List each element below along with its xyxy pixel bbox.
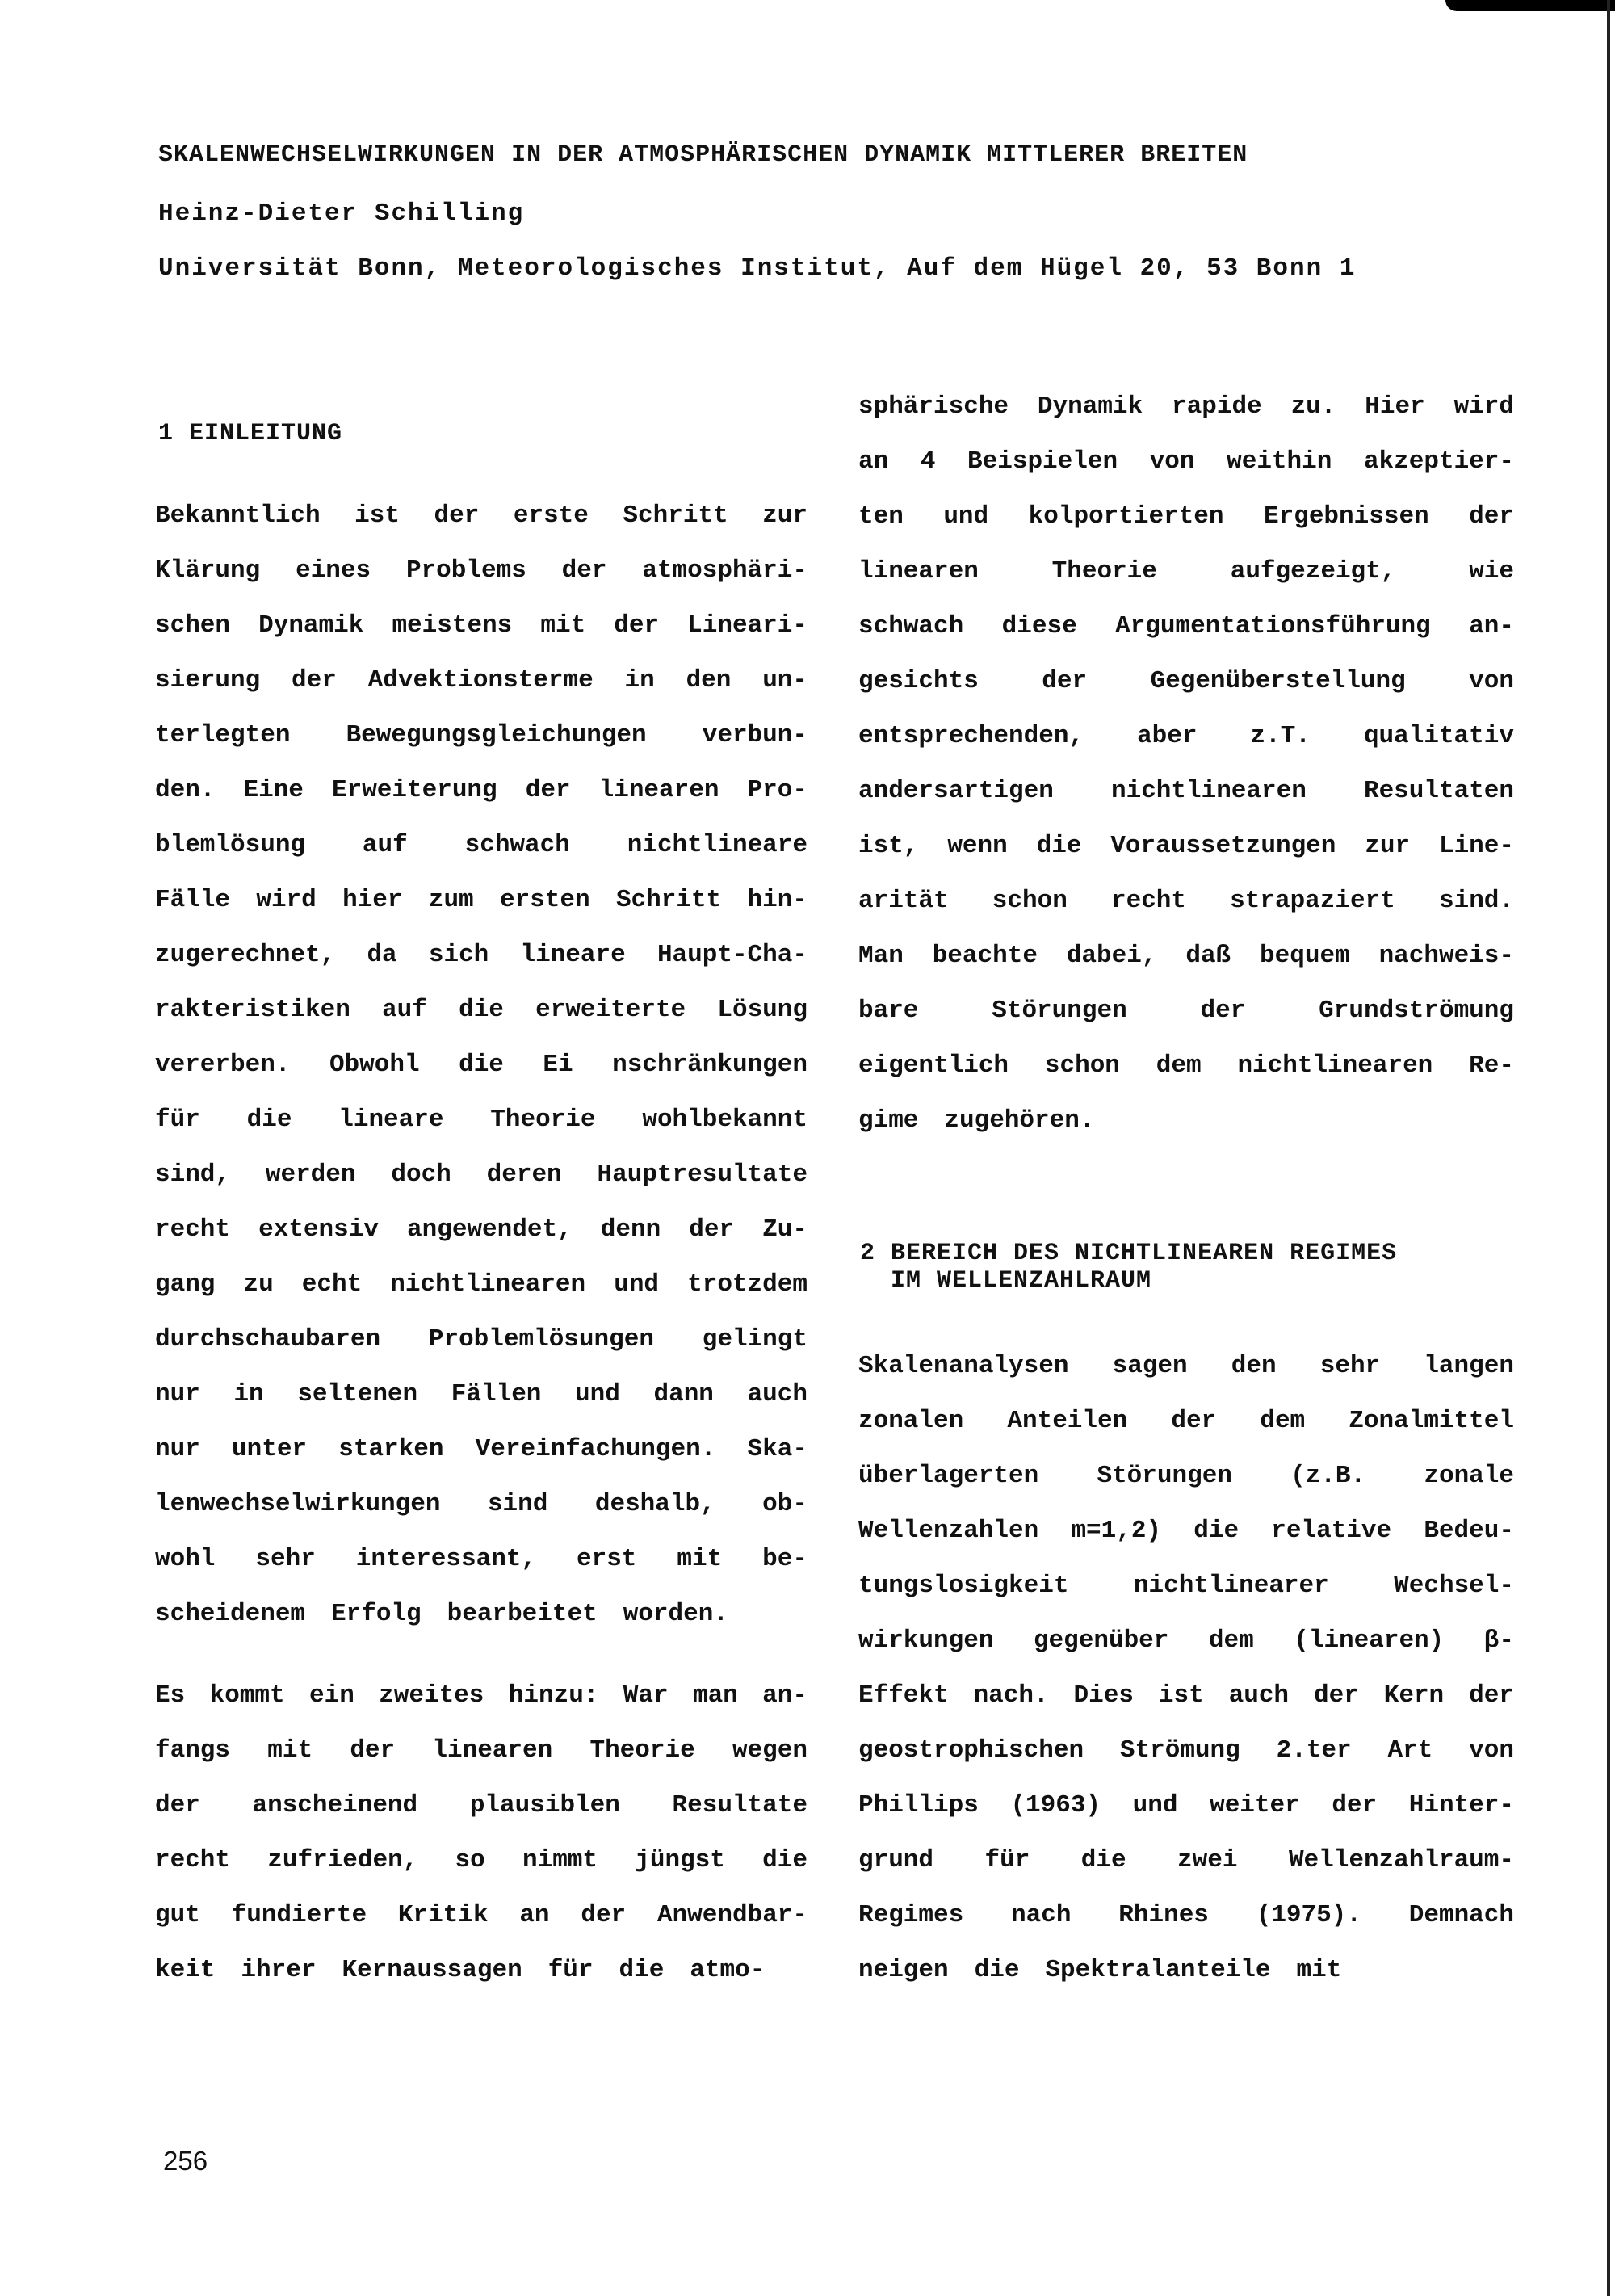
text-line: an 4 Beispielen von weithin akzeptier- [858,447,1514,476]
text-line: eigentlich schon dem nichtlinearen Re- [858,1051,1514,1080]
section-1-heading: 1 EINLEITUNG [158,420,343,447]
text-line: Es kommt ein zweites hinzu: War man an- [155,1681,808,1710]
text-line: durchschaubaren Problemlösungen gelingt [155,1325,808,1354]
text-line: linearen Theorie aufgezeigt, wie [858,557,1514,586]
scan-edge-mark-right [1607,0,1610,2296]
text-line: ten und kolportierten Ergebnissen der [858,502,1514,531]
page-number: 256 [163,2146,208,2176]
text-line: den. Eine Erweiterung der linearen Pro- [155,776,808,804]
text-line: gime zugehören. [858,1106,1095,1135]
text-line: der anscheinend plausiblen Resultate [155,1791,808,1820]
text-line: Wellenzahlen m=1,2) die relative Bedeu- [858,1517,1514,1545]
text-line: geostrophischen Strömung 2.ter Art von [858,1736,1514,1765]
text-line: andersartigen nichtlinearen Resultaten [858,777,1514,805]
text-line: sierung der Advektionsterme in den un- [155,666,808,695]
text-line: scheidenem Erfolg bearbeitet worden. [155,1600,728,1628]
text-line: arität schon recht strapaziert sind. [858,887,1514,915]
section-2-paragraph-1 [858,1339,1514,1998]
text-line: gut fundierte Kritik an der Anwendbar- [155,1901,808,1929]
text-line: grund für die zwei Wellenzahlraum- [858,1846,1514,1874]
text-line: wohl sehr interessant, erst mit be- [155,1545,808,1573]
text-line: Phillips (1963) und weiter der Hinter- [858,1791,1514,1820]
text-line: recht zufrieden, so nimmt jüngst die [155,1846,808,1874]
text-line: ist, wenn die Voraussetzungen zur Line- [858,832,1514,860]
text-line: lenwechselwirkungen sind deshalb, ob- [155,1490,808,1518]
text-line: überlagerten Störungen (z.B. zonale [858,1462,1514,1490]
section-1-paragraph-2 [155,1668,808,1998]
author-affiliation: Universität Bonn, Meteorologisches Institut, Auf dem Hügel 20, 53 Bonn 1 [158,254,1357,283]
text-line: rakteristiken auf die erweiterte Lösung [155,996,808,1024]
paper-title: SKALENWECHSELWIRKUNGEN IN DER ATMOSPHÄRISCHEN DYNAMIK MITTLERER BREITEN [158,141,1248,169]
text-line: sphärische Dynamik rapide zu. Hier wird [858,392,1514,421]
text-line: Fälle wird hier zum ersten Schritt hin- [155,886,808,914]
text-line: recht extensiv angewendet, denn der Zu- [155,1215,808,1244]
section-2-heading: 2 BEREICH DES NICHTLINEAREN REGIMES IM WELLENZAHLRAUM [860,1240,1398,1295]
section-1-paragraph-1 [155,489,808,1642]
text-line: zonalen Anteilen der dem Zonalmittel [858,1407,1514,1435]
author-name: Heinz-Dieter Schilling [158,199,525,228]
text-line: keit ihrer Kernaussagen für die atmo- [155,1956,766,1984]
text-line: fangs mit der linearen Theorie wegen [155,1736,808,1765]
text-line: Regimes nach Rhines (1975). Demnach [858,1901,1514,1929]
text-line: terlegten Bewegungsgleichungen verbun- [155,721,808,749]
text-line: tungslosigkeit nichtlinearer Wechsel- [858,1572,1514,1600]
text-line: zugerechnet, da sich lineare Haupt-Cha- [155,941,808,969]
text-line: blemlösung auf schwach nichtlineare [155,831,808,859]
text-line: nur unter starken Vereinfachungen. Ska- [155,1435,808,1463]
section-1-paragraph-2-continued [858,380,1514,1148]
text-line: Effekt nach. Dies ist auch der Kern der [858,1681,1514,1710]
text-line: Klärung eines Problems der atmosphäri- [155,556,808,585]
text-line: für die lineare Theorie wohlbekannt [155,1106,808,1134]
text-line: nur in seltenen Fällen und dann auch [155,1380,808,1408]
text-line: schwach diese Argumentationsführung an- [858,612,1514,640]
text-line: wirkungen gegenüber dem (linearen) β- [858,1627,1514,1655]
text-line: gang zu echt nichtlinearen und trotzdem [155,1270,808,1299]
text-line: Skalenanalysen sagen den sehr langen [858,1352,1514,1380]
scan-edge-mark-top [1445,0,1615,11]
text-line: vererben. Obwohl die Ei nschränkungen [155,1051,808,1079]
text-line: neigen die Spektralanteile mit [858,1956,1342,1984]
text-line: sind, werden doch deren Hauptresultate [155,1161,808,1189]
text-line: Bekanntlich ist der erste Schritt zur [155,502,808,530]
text-line: entsprechenden, aber z.T. qualitativ [858,722,1514,750]
text-line: bare Störungen der Grundströmung [858,997,1514,1025]
text-line: gesichts der Gegenüberstellung von [858,667,1514,695]
text-line: Man beachte dabei, daß bequem nachweis- [858,942,1514,970]
text-line: schen Dynamik meistens mit der Lineari- [155,611,808,640]
